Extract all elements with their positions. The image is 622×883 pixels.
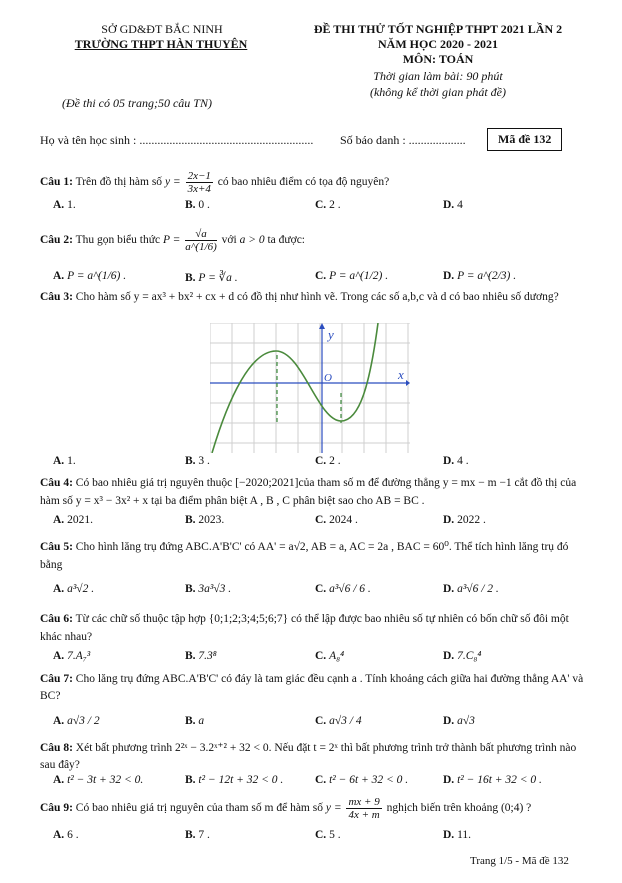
- question-text: Cho hàm số y = ax³ + bx² + cx + d có đồ thị như hình vẽ. Trong các số a,b,c và d có bao nhiêu số dương?: [75, 291, 559, 303]
- question-label: Câu 4:: [40, 477, 73, 489]
- duration: Thời gian làm bài: 90 phút: [373, 69, 503, 83]
- condition: a > 0: [239, 234, 265, 247]
- q2-option-d[interactable]: D. P = a^(2/3) .: [443, 270, 517, 282]
- question-text: Trên đồ thị hàm số: [75, 176, 163, 189]
- denominator: 4x + m: [348, 809, 380, 821]
- x-axis-label: x: [398, 367, 404, 382]
- subject: MÔN: TOÁN: [402, 52, 474, 66]
- school-year: NĂM HỌC 2020 - 2021: [378, 37, 498, 51]
- fraction: [346, 796, 381, 821]
- q8-option-c[interactable]: C. t² − 6t + 32 < 0 .: [315, 774, 409, 786]
- question-text: Xét bất phương trình 2²ˣ − 3.2ˣ⁺² + 32 < 0. Nếu đặt t = 2ˣ thì bất phương trình trở thành bất phương trình nào sau đây?: [40, 742, 577, 771]
- q7-option-b[interactable]: B. a: [185, 715, 205, 727]
- question-text: Thu gọn biểu thức: [75, 234, 161, 247]
- question-2: [40, 228, 305, 253]
- math-p: P =: [162, 234, 181, 247]
- q5-option-c[interactable]: C. a³√6 / 6 .: [315, 583, 371, 595]
- question-label: Câu 6:: [40, 613, 73, 625]
- q9-option-b[interactable]: B. 7 .: [185, 829, 210, 841]
- q5-option-a[interactable]: A. a³√2 .: [53, 583, 95, 595]
- y-axis-label: y: [328, 327, 334, 342]
- question-text: ta được:: [267, 234, 306, 247]
- q4-option-a[interactable]: A. 2021.: [53, 514, 93, 526]
- q8-option-b[interactable]: B. t² − 12t + 32 < 0 .: [185, 774, 284, 786]
- exam-code-box: Mã đề 132: [487, 128, 562, 151]
- numerator: √a: [185, 228, 217, 241]
- question-label: Câu 5:: [40, 541, 73, 553]
- q3-option-a[interactable]: A. 1.: [53, 455, 76, 467]
- question-text: Từ các chữ số thuộc tập hợp {0;1;2;3;4;5;6;7} có thể lập được bao nhiêu số tự nhiên có bốn chữ số đôi một khác nhau?: [40, 613, 569, 643]
- fraction: [186, 170, 213, 195]
- question-label: Câu 2:: [40, 234, 73, 247]
- question-text: Cho hình lăng trụ đứng ABC.A'B'C' có AA' = a√2, AB = a, AC = 2a , BAC = 60⁰. Thể tích hình lăng trụ đó bằng: [40, 541, 569, 571]
- question-4: [40, 474, 588, 510]
- question-7: [40, 671, 588, 705]
- student-id-field: Số báo danh : ...................: [340, 133, 466, 147]
- q4-option-d[interactable]: D. 2022 .: [443, 514, 486, 526]
- q1-option-b[interactable]: B. 0 .: [185, 199, 210, 211]
- department-name: SỞ GD&ĐT BẮC NINH: [101, 22, 223, 36]
- q8-option-a[interactable]: A. t² − 3t + 32 < 0.: [53, 774, 144, 786]
- q6-option-d[interactable]: D. 7.C₈⁴: [443, 650, 482, 662]
- q3-option-d[interactable]: D. 4 .: [443, 455, 469, 467]
- question-3: [40, 290, 585, 305]
- q4-option-c[interactable]: C. 2024 .: [315, 514, 358, 526]
- q3-option-c[interactable]: C. 2 .: [315, 455, 341, 467]
- question-label: Câu 8:: [40, 742, 73, 754]
- q1-option-c[interactable]: C. 2 .: [315, 199, 341, 211]
- q5-option-b[interactable]: B. 3a³√3 .: [185, 583, 232, 595]
- student-name-field: Họ và tên học sinh : ..........................................................: [40, 133, 314, 147]
- cubic-graph: [210, 323, 410, 453]
- exam-title: ĐỀ THI THỬ TỐT NGHIỆP THPT 2021 LẦN 2: [313, 22, 563, 36]
- question-text: nghịch biến trên khoảng (0;4) ?: [386, 802, 532, 815]
- q7-option-c[interactable]: C. a√3 / 4: [315, 715, 362, 727]
- question-1: [40, 170, 389, 195]
- q9-option-a[interactable]: A. 6 .: [53, 829, 79, 841]
- origin-label: O: [324, 372, 332, 384]
- question-label: Câu 1:: [40, 176, 73, 189]
- question-text: với: [221, 234, 237, 247]
- q2-option-a[interactable]: A. P = a^(1/6) .: [53, 270, 127, 282]
- question-text: Có bao nhiêu giá trị nguyên thuộc [−2020;2021]của tham số m để đường thẳng y = mx − m −1 cắt đồ thị của hàm số y = x³ − 3x² + x tại ba điểm phân biệt A , B , C phân biệt sao cho AB = BC .: [40, 477, 577, 507]
- q5-option-d[interactable]: D. a³√6 / 2 .: [443, 583, 499, 595]
- fraction: [185, 228, 217, 253]
- question-6: [40, 610, 588, 646]
- q1-option-d[interactable]: D. 4: [443, 199, 463, 211]
- q6-option-a[interactable]: A. 7.A₇³: [53, 650, 91, 662]
- question-label: Câu 9:: [40, 802, 73, 815]
- question-text: có bao nhiêu điểm có tọa độ nguyên?: [217, 176, 390, 189]
- q2-option-c[interactable]: C. P = a^(1/2) .: [315, 270, 389, 282]
- question-9: [40, 796, 531, 821]
- question-5: [40, 538, 588, 574]
- question-8: [40, 740, 588, 774]
- q6-option-b[interactable]: B. 7.3⁸: [185, 650, 217, 662]
- numerator: 2x−1: [187, 170, 211, 182]
- pages-note: (Đề thi có 05 trang;50 câu TN): [62, 96, 212, 110]
- page-footer: Trang 1/5 - Mã đề 132: [470, 855, 569, 867]
- question-text: Cho lăng trụ đứng ABC.A'B'C' có đáy là tam giác đều cạnh a . Tính khoảng cách giữa hai đường thẳng AA' và BC?: [40, 673, 584, 702]
- school-name: TRƯỜNG THPT HÀN THUYÊN: [74, 37, 248, 51]
- q6-option-c[interactable]: C. A₈⁴: [315, 650, 345, 662]
- question-text: Có bao nhiêu giá trị nguyên của tham số m để hàm số: [75, 802, 323, 815]
- q3-option-b[interactable]: B. 3 .: [185, 455, 210, 467]
- q7-option-a[interactable]: A. a√3 / 2: [53, 715, 100, 727]
- question-label: Câu 3:: [40, 291, 73, 303]
- q2-option-b[interactable]: B. P = ∛a .: [185, 272, 238, 284]
- q9-option-c[interactable]: C. 5 .: [315, 829, 341, 841]
- q1-option-a[interactable]: A. 1.: [53, 199, 76, 211]
- q8-option-d[interactable]: D. t² − 16t + 32 < 0 .: [443, 774, 542, 786]
- question-label: Câu 7:: [40, 673, 73, 685]
- denominator: a^(1/6): [185, 241, 217, 253]
- math-y: y =: [164, 176, 181, 189]
- numerator: mx + 9: [348, 796, 380, 808]
- q4-option-b[interactable]: B. 2023.: [185, 514, 225, 526]
- denominator: 3x+4: [187, 183, 211, 195]
- q9-option-d[interactable]: D. 11.: [443, 829, 472, 841]
- q7-option-d[interactable]: D. a√3: [443, 715, 475, 727]
- math-y: y =: [325, 802, 342, 815]
- duration-note: (không kể thời gian phát đề): [369, 85, 507, 99]
